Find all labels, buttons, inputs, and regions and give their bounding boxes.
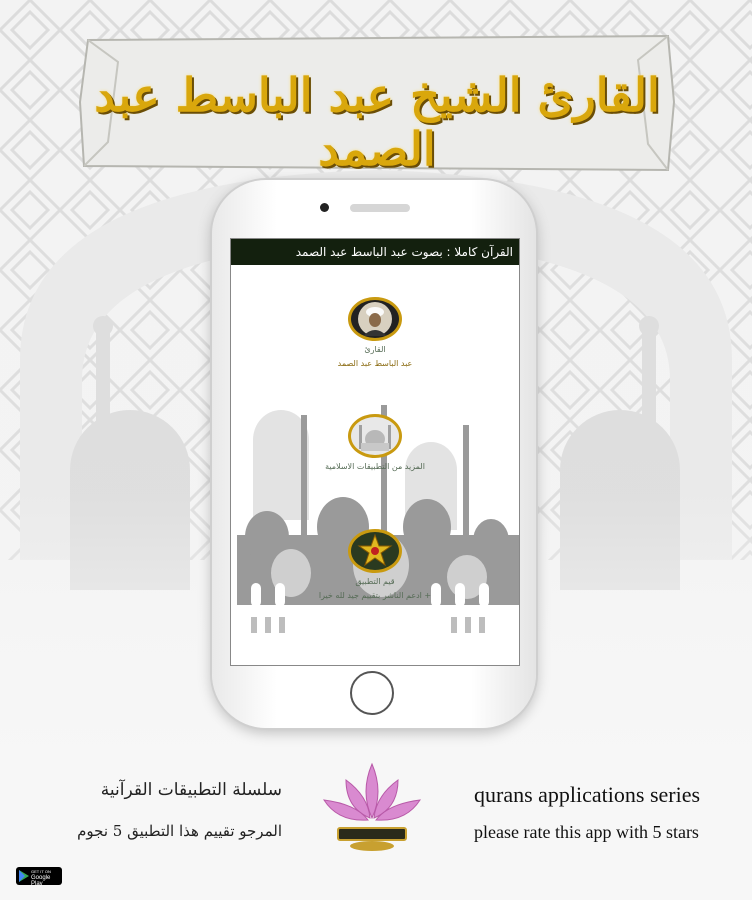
- app-screen: [230, 238, 520, 666]
- footer-english-rate: please rate this app with 5 stars: [474, 822, 699, 842]
- rate-app-label: قيم التطبيق: [355, 577, 395, 586]
- footer-arabic-rate: المرجو تقييم هذا التطبيق 5 نجوم: [77, 822, 282, 840]
- lotus-logo-icon: [316, 756, 428, 856]
- reciter-portrait-icon: [348, 297, 402, 341]
- star-icon: [348, 529, 402, 573]
- reciter-name: عبد الباسط عبد الصمد: [337, 359, 413, 368]
- phone-home-button: [350, 671, 394, 715]
- more-apps-item[interactable]: [305, 414, 445, 472]
- google-play-badge-top: GET IT ON: [31, 869, 51, 874]
- google-play-badge-label: Google Play: [31, 875, 51, 887]
- phone-speaker: [350, 204, 410, 212]
- rate-app-sublabel: + ادعم الناشر بتقييم جيد لله خيرا: [318, 591, 432, 600]
- footer-english-series: qurans applications series: [474, 782, 701, 807]
- app-title-bar: القرآن كاملا : بصوت عبد الباسط عبد الصمد: [231, 239, 519, 265]
- phone-mockup: [212, 180, 536, 728]
- reciter-item[interactable]: [305, 297, 445, 369]
- mosque-icon: [348, 414, 402, 458]
- rate-app-item[interactable]: [305, 529, 445, 601]
- reciter-label: القارئ: [364, 345, 386, 354]
- google-play-badge[interactable]: [16, 867, 62, 885]
- phone-camera: [320, 203, 329, 212]
- google-play-icon: [19, 870, 29, 882]
- banner-title: القارئ الشيخ عبد الباسط عبد الصمد: [94, 68, 660, 176]
- more-apps-label: المزيد من التطبيقات الاسلامية: [325, 462, 425, 471]
- footer-arabic-series: سلسلة التطبيقات القرآنية: [100, 780, 282, 800]
